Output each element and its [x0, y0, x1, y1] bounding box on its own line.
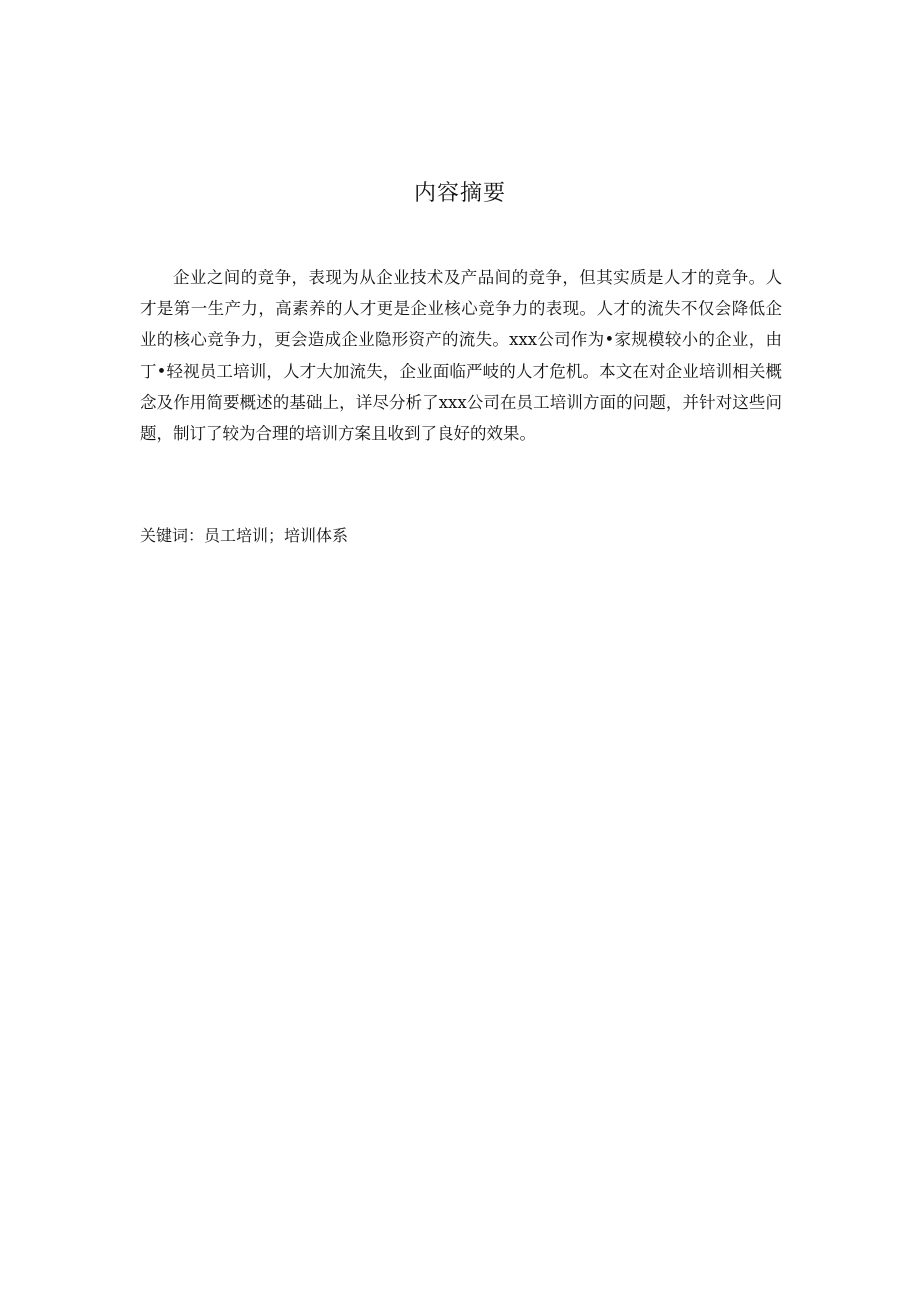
abstract-title: 内容摘要	[413, 181, 506, 206]
keywords-line: 关键词：员工培训；培训体系	[140, 526, 349, 545]
abstract-paragraph: 企业之间的竞争，表现为从企业技术及产品间的竞争，但其实质是人才的竞争。人才是第一生产力，高素养的人才更是企业核心竞争力的表现。人才的流失不仅会降低企业的核心竞争力，更会造成企业隐形资产的流失。xxx公司作为•家规模较小的企业，由丁•轻视员工培训，人才大加流失，企业面临严岐的人才危机。本文在对企业培训相关概念及作用简要概述的基础上，详尽分析了xxx公司在员工培训方面的问题，并针对这些问题，制订了较为合理的培训方案且收到了良好的效果。	[140, 268, 782, 444]
